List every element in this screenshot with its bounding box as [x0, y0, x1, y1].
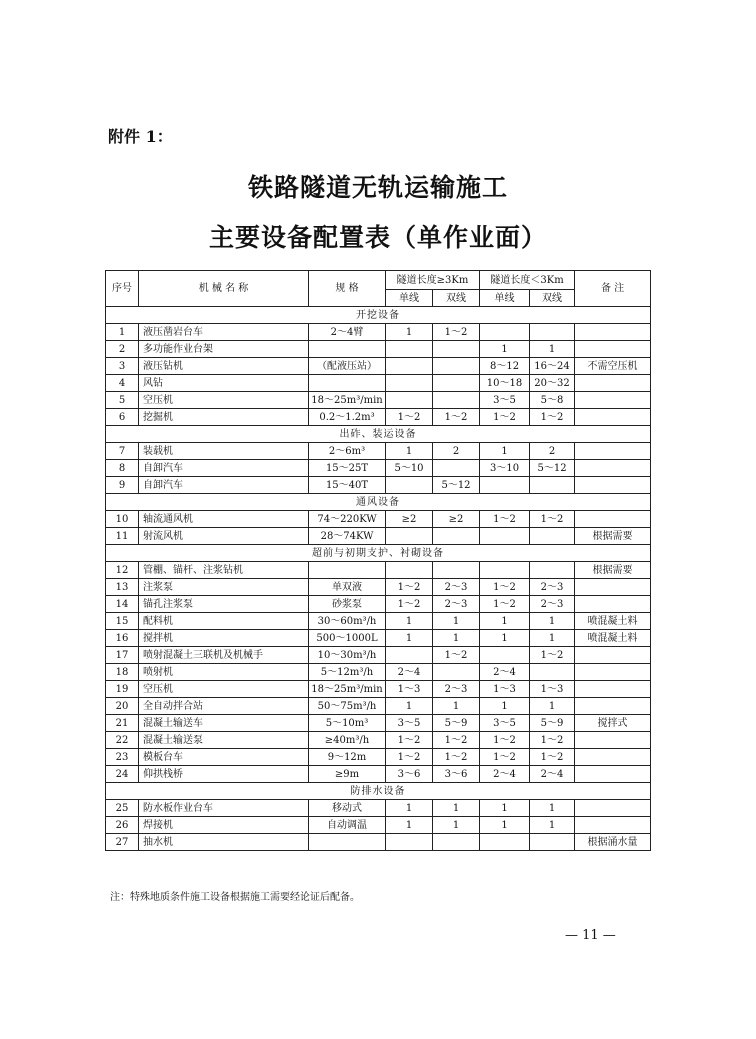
cell-long-single: [386, 528, 433, 545]
table-row: [106, 698, 651, 715]
cell-remark: [575, 460, 651, 477]
header-seq: 序号: [106, 271, 139, 307]
cell-remark: [575, 596, 651, 613]
section-title: 开挖设备: [106, 307, 651, 324]
cell-remark: [575, 681, 651, 698]
cell-name: 焊接机: [139, 817, 309, 834]
cell-long-single: 1～2: [386, 409, 433, 426]
table-row: [106, 613, 651, 630]
cell-short-double: 2～4: [530, 766, 575, 783]
cell-seq: 24: [106, 766, 139, 783]
cell-short-single: 1: [480, 443, 530, 460]
cell-short-single: 1: [480, 698, 530, 715]
cell-short-double: 1～3: [530, 681, 575, 698]
cell-short-double: 2: [530, 443, 575, 460]
table-row: [106, 341, 651, 358]
cell-spec: 砂浆泵: [309, 596, 386, 613]
cell-name: 轴流通风机: [139, 511, 309, 528]
cell-name: 挖掘机: [139, 409, 309, 426]
cell-seq: 5: [106, 392, 139, 409]
cell-short-single: 3～5: [480, 392, 530, 409]
cell-short-single: 1: [480, 800, 530, 817]
table-row: [106, 409, 651, 426]
cell-short-single: 1: [480, 341, 530, 358]
cell-remark: [575, 324, 651, 341]
cell-spec: 单双液: [309, 579, 386, 596]
cell-short-double: 1: [530, 630, 575, 647]
table-row: [106, 766, 651, 783]
section-row: [106, 426, 651, 443]
cell-long-double: 5～12: [433, 477, 480, 494]
table-row: [106, 579, 651, 596]
cell-spec: 5～12m³/h: [309, 664, 386, 681]
cell-spec: 28～74KW: [309, 528, 386, 545]
cell-short-single: 1～2: [480, 732, 530, 749]
cell-long-single: 3～5: [386, 715, 433, 732]
cell-long-double: 2～3: [433, 596, 480, 613]
cell-short-double: 5～12: [530, 460, 575, 477]
cell-remark: 根据需要: [575, 562, 651, 579]
cell-short-single: 3～5: [480, 715, 530, 732]
cell-long-single: [386, 375, 433, 392]
cell-name: 装载机: [139, 443, 309, 460]
cell-long-single: 1～2: [386, 596, 433, 613]
cell-long-single: [386, 358, 433, 375]
cell-short-single: 3～10: [480, 460, 530, 477]
cell-short-double: 1: [530, 800, 575, 817]
table-row: [106, 681, 651, 698]
cell-remark: [575, 647, 651, 664]
cell-long-single: [386, 341, 433, 358]
header-short-tunnel: 隧道长度＜3Km: [480, 271, 575, 290]
cell-spec: ≥9m: [309, 766, 386, 783]
cell-spec: 500～1000L: [309, 630, 386, 647]
cell-name: 管棚、锚杆、注浆钻机: [139, 562, 309, 579]
cell-short-single: 1～2: [480, 749, 530, 766]
cell-short-single: 1: [480, 630, 530, 647]
cell-long-single: 1～2: [386, 579, 433, 596]
cell-short-single: [480, 562, 530, 579]
table-row: [106, 375, 651, 392]
cell-long-single: 1～2: [386, 732, 433, 749]
cell-spec: [309, 341, 386, 358]
table-row: [106, 817, 651, 834]
cell-seq: 17: [106, 647, 139, 664]
section-title: 出砟、装运设备: [106, 426, 651, 443]
cell-name: 液压凿岩台车: [139, 324, 309, 341]
header-remark: 备 注: [575, 271, 651, 307]
cell-short-double: 1: [530, 613, 575, 630]
cell-seq: 11: [106, 528, 139, 545]
cell-short-double: 2～3: [530, 579, 575, 596]
cell-long-single: ≥2: [386, 511, 433, 528]
cell-long-single: 1: [386, 817, 433, 834]
cell-short-double: 2～3: [530, 596, 575, 613]
cell-remark: 不需空压机: [575, 358, 651, 375]
cell-remark: 根据涌水量: [575, 834, 651, 851]
cell-short-double: [530, 477, 575, 494]
header-short-double: 双线: [530, 290, 575, 307]
cell-short-double: 1～2: [530, 749, 575, 766]
cell-remark: 搅拌式: [575, 715, 651, 732]
section-row: [106, 545, 651, 562]
cell-seq: 9: [106, 477, 139, 494]
cell-short-double: 1～2: [530, 511, 575, 528]
cell-name: 注浆泵: [139, 579, 309, 596]
cell-name: 喷射机: [139, 664, 309, 681]
cell-name: 抽水机: [139, 834, 309, 851]
cell-long-double: [433, 341, 480, 358]
cell-short-single: [480, 647, 530, 664]
cell-name: 自卸汽车: [139, 477, 309, 494]
cell-short-double: [530, 562, 575, 579]
cell-short-single: [480, 324, 530, 341]
cell-short-single: 1～2: [480, 579, 530, 596]
cell-spec: 自动调温: [309, 817, 386, 834]
cell-name: 全自动拌合站: [139, 698, 309, 715]
cell-spec: 10～30m³/h: [309, 647, 386, 664]
header-spec: 规 格: [309, 271, 386, 307]
cell-seq: 14: [106, 596, 139, 613]
section-row: [106, 307, 651, 324]
cell-short-double: 1: [530, 817, 575, 834]
cell-name: 液压钻机: [139, 358, 309, 375]
cell-name: 空压机: [139, 392, 309, 409]
cell-long-double: 2: [433, 443, 480, 460]
table-row: [106, 511, 651, 528]
cell-short-double: 1～2: [530, 409, 575, 426]
cell-long-double: 5～9: [433, 715, 480, 732]
cell-long-double: 1～2: [433, 409, 480, 426]
cell-remark: [575, 766, 651, 783]
cell-remark: [575, 579, 651, 596]
cell-short-double: 20～32: [530, 375, 575, 392]
cell-long-double: [433, 358, 480, 375]
cell-short-double: 5～8: [530, 392, 575, 409]
cell-long-single: 1: [386, 324, 433, 341]
cell-long-single: [386, 562, 433, 579]
cell-spec: 0.2～1.2m³: [309, 409, 386, 426]
cell-remark: [575, 375, 651, 392]
cell-short-double: [530, 324, 575, 341]
cell-short-single: 8～12: [480, 358, 530, 375]
header-long-tunnel: 隧道长度≥3Km: [386, 271, 480, 290]
section-title: 通风设备: [106, 494, 651, 511]
table-row: [106, 477, 651, 494]
table-row: [106, 715, 651, 732]
cell-remark: [575, 749, 651, 766]
cell-short-single: 1～2: [480, 596, 530, 613]
cell-long-double: ≥2: [433, 511, 480, 528]
table-body: [106, 307, 651, 851]
cell-remark: [575, 800, 651, 817]
table-row: [106, 460, 651, 477]
cell-long-single: 1: [386, 443, 433, 460]
cell-long-single: 2～4: [386, 664, 433, 681]
table-row: [106, 324, 651, 341]
cell-remark: [575, 732, 651, 749]
cell-long-double: 1: [433, 698, 480, 715]
cell-short-double: 16～24: [530, 358, 575, 375]
table-row: [106, 647, 651, 664]
cell-long-double: 1: [433, 613, 480, 630]
cell-long-single: 1: [386, 630, 433, 647]
cell-short-single: 1: [480, 613, 530, 630]
cell-long-double: 1～2: [433, 749, 480, 766]
cell-name: 混凝土输送车: [139, 715, 309, 732]
cell-seq: 12: [106, 562, 139, 579]
table-row: [106, 800, 651, 817]
cell-short-double: 1～2: [530, 647, 575, 664]
cell-spec: 74～220KW: [309, 511, 386, 528]
cell-seq: 23: [106, 749, 139, 766]
cell-seq: 13: [106, 579, 139, 596]
cell-spec: 5～10m³: [309, 715, 386, 732]
cell-seq: 8: [106, 460, 139, 477]
cell-name: 多功能作业台架: [139, 341, 309, 358]
cell-name: 混凝土输送泵: [139, 732, 309, 749]
cell-long-double: [433, 528, 480, 545]
cell-long-double: 2～3: [433, 579, 480, 596]
cell-long-double: 1～2: [433, 647, 480, 664]
cell-short-double: 1～2: [530, 732, 575, 749]
cell-long-double: 1～2: [433, 324, 480, 341]
cell-short-single: 1～2: [480, 511, 530, 528]
cell-remark: [575, 477, 651, 494]
cell-short-single: [480, 834, 530, 851]
cell-seq: 16: [106, 630, 139, 647]
cell-name: 喷射混凝土三联机及机械手: [139, 647, 309, 664]
cell-spec: （配液压站）: [309, 358, 386, 375]
cell-remark: 喷混凝土料: [575, 630, 651, 647]
cell-spec: 9～12m: [309, 749, 386, 766]
table-row: [106, 596, 651, 613]
cell-long-single: [386, 647, 433, 664]
cell-long-single: [386, 392, 433, 409]
equipment-table: [105, 270, 651, 851]
cell-short-double: 5～9: [530, 715, 575, 732]
header-long-double: 双线: [433, 290, 480, 307]
cell-long-double: [433, 460, 480, 477]
section-title: 超前与初期支护、衬砌设备: [106, 545, 651, 562]
attachment-label: 附件 1：: [108, 127, 173, 146]
cell-short-single: [480, 528, 530, 545]
table-row: [106, 732, 651, 749]
cell-spec: 18～25m³/min: [309, 681, 386, 698]
cell-remark: [575, 341, 651, 358]
cell-name: 配料机: [139, 613, 309, 630]
cell-seq: 1: [106, 324, 139, 341]
cell-remark: [575, 698, 651, 715]
cell-long-double: 1: [433, 817, 480, 834]
table-row: [106, 664, 651, 681]
table-row: [106, 630, 651, 647]
cell-seq: 15: [106, 613, 139, 630]
cell-spec: 15～25T: [309, 460, 386, 477]
cell-remark: [575, 443, 651, 460]
cell-short-double: [530, 834, 575, 851]
cell-long-single: 1: [386, 698, 433, 715]
cell-seq: 26: [106, 817, 139, 834]
table-row: [106, 562, 651, 579]
cell-name: 风钻: [139, 375, 309, 392]
cell-remark: [575, 392, 651, 409]
cell-long-single: 1～2: [386, 749, 433, 766]
cell-long-single: 1: [386, 613, 433, 630]
cell-remark: 喷混凝土料: [575, 613, 651, 630]
cell-seq: 3: [106, 358, 139, 375]
header-name: 机 械 名 称: [139, 271, 309, 307]
cell-spec: [309, 562, 386, 579]
cell-short-double: [530, 664, 575, 681]
table-row: [106, 749, 651, 766]
section-row: [106, 783, 651, 800]
cell-remark: [575, 511, 651, 528]
footnote: 注：特殊地质条件施工设备根据施工需要经论证后配备。: [110, 892, 360, 903]
cell-long-single: [386, 834, 433, 851]
cell-long-double: [433, 392, 480, 409]
cell-seq: 25: [106, 800, 139, 817]
cell-name: 防水板作业台车: [139, 800, 309, 817]
cell-short-double: 1: [530, 341, 575, 358]
cell-spec: [309, 375, 386, 392]
table-row: [106, 443, 651, 460]
cell-long-single: 1: [386, 800, 433, 817]
cell-long-single: 1～3: [386, 681, 433, 698]
cell-long-double: [433, 562, 480, 579]
cell-seq: 19: [106, 681, 139, 698]
cell-short-single: 10～18: [480, 375, 530, 392]
cell-name: 仰拱栈桥: [139, 766, 309, 783]
cell-seq: 18: [106, 664, 139, 681]
cell-long-single: [386, 477, 433, 494]
cell-name: 锚孔注浆泵: [139, 596, 309, 613]
cell-long-single: 3～6: [386, 766, 433, 783]
cell-seq: 21: [106, 715, 139, 732]
cell-long-double: [433, 375, 480, 392]
cell-seq: 27: [106, 834, 139, 851]
cell-long-double: [433, 834, 480, 851]
document-subtitle: 主要设备配置表（单作业面）: [208, 223, 547, 252]
cell-long-double: 3～6: [433, 766, 480, 783]
table-row: [106, 392, 651, 409]
cell-long-single: 5～10: [386, 460, 433, 477]
cell-remark: [575, 409, 651, 426]
cell-short-single: [480, 477, 530, 494]
cell-spec: 15～40T: [309, 477, 386, 494]
cell-long-double: 1～2: [433, 732, 480, 749]
page-number: — 11 —: [565, 928, 616, 943]
cell-remark: [575, 817, 651, 834]
cell-name: 自卸汽车: [139, 460, 309, 477]
document-title: 铁路隧道无轨运输施工: [247, 173, 508, 202]
cell-name: 模板台车: [139, 749, 309, 766]
cell-short-double: [530, 528, 575, 545]
cell-spec: [309, 834, 386, 851]
cell-seq: 20: [106, 698, 139, 715]
cell-name: 搅拌机: [139, 630, 309, 647]
cell-long-double: [433, 664, 480, 681]
cell-spec: 2～4臂: [309, 324, 386, 341]
section-row: [106, 494, 651, 511]
cell-long-double: 1: [433, 800, 480, 817]
cell-short-single: 1～2: [480, 409, 530, 426]
table-row: [106, 834, 651, 851]
cell-spec: 18～25m³/min: [309, 392, 386, 409]
cell-short-single: 1: [480, 817, 530, 834]
section-title: 防排水设备: [106, 783, 651, 800]
table-row: [106, 528, 651, 545]
cell-seq: 2: [106, 341, 139, 358]
cell-name: 空压机: [139, 681, 309, 698]
cell-name: 射流风机: [139, 528, 309, 545]
cell-remark: [575, 664, 651, 681]
cell-seq: 7: [106, 443, 139, 460]
cell-spec: 50～75m³/h: [309, 698, 386, 715]
cell-long-double: 1: [433, 630, 480, 647]
cell-short-single: 2～4: [480, 664, 530, 681]
cell-spec: 移动式: [309, 800, 386, 817]
cell-long-double: 2～3: [433, 681, 480, 698]
header-long-single: 单线: [386, 290, 433, 307]
cell-seq: 22: [106, 732, 139, 749]
table-row: [106, 358, 651, 375]
cell-short-single: 1～3: [480, 681, 530, 698]
cell-spec: 30～60m³/h: [309, 613, 386, 630]
cell-seq: 4: [106, 375, 139, 392]
header-short-single: 单线: [480, 290, 530, 307]
cell-remark: 根据需要: [575, 528, 651, 545]
cell-short-single: 2～4: [480, 766, 530, 783]
cell-seq: 10: [106, 511, 139, 528]
cell-spec: 2～6m³: [309, 443, 386, 460]
cell-seq: 6: [106, 409, 139, 426]
cell-spec: ≥40m³/h: [309, 732, 386, 749]
cell-short-double: 1: [530, 698, 575, 715]
